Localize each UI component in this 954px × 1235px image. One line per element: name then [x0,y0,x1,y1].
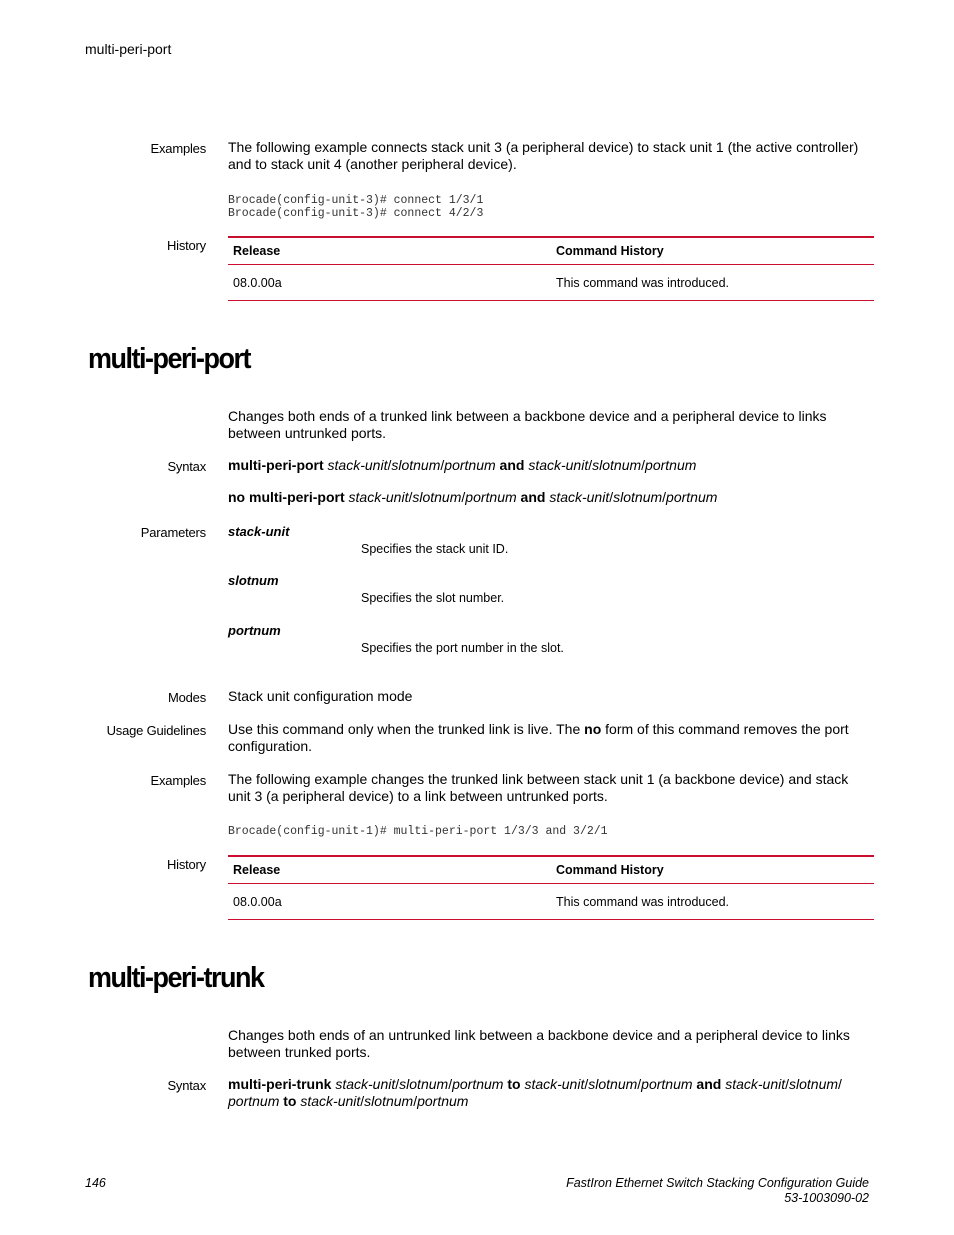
syntax-keyword: to [507,1076,521,1092]
syntax-line: multi-peri-port stack-unit/slotnum/portnum and stack-unit/slotnum/portnum [228,457,697,473]
parameter-name: portnum [228,623,281,638]
syntax-keyword: and [499,457,525,473]
code-line: Brocade(config-unit-3)# connect 4/2/3 [228,206,484,220]
syntax-param: portnum [444,457,496,473]
syntax-param: slotnum [412,489,462,505]
parameter-name: stack-unit [228,524,290,539]
syntax-param: slotnum [789,1076,839,1092]
code-block: Brocade(config-unit-1)# multi-peri-port 1/3/3 and 3/2/1 [228,825,608,838]
syntax-keyword: and [696,1076,722,1092]
examples-label: Examples [150,773,206,788]
parameter-description: Specifies the port number in the slot. [361,641,564,655]
doc-number: 53-1003090-02 [784,1191,869,1205]
code-block [228,195,483,220]
history-table [228,855,874,920]
column-header-release: Release [228,856,551,884]
section-title-multi-peri-trunk: multi-peri-trunk [88,962,264,994]
section-title-multi-peri-port: multi-peri-port [88,343,250,375]
syntax-param: stack-unit [335,1076,396,1092]
examples-text: The following example changes the trunked link between stack unit 1 (a backbone device) and stack unit 3 (a peripheral device) to a link between untrunked ports. [228,771,849,804]
page-number: 146 [85,1176,106,1190]
running-header: multi-peri-port [85,41,172,57]
description-text: Changes both ends of an untrunked link between a backbone device and a peripheral device to links between trunked ports. [228,1027,850,1060]
usage-guidelines-text [228,721,868,755]
syntax-label: Syntax [167,459,206,474]
code-line: Brocade(config-unit-3)# connect 1/3/1 [228,194,484,207]
syntax-param: portnum [666,489,718,505]
syntax-param: slotnum [592,457,642,473]
usage-text: Use this command only when the trunked link is live. The [228,721,585,737]
parameter-description: Specifies the stack unit ID. [361,542,509,556]
usage-keyword: no [584,721,602,737]
footer-info [566,1176,869,1206]
syntax-param: portnum [417,1093,469,1109]
description-text: Changes both ends of a trunked link between a backbone device and a peripheral device to links between untrunked ports. [228,408,827,441]
syntax-param: stack-unit [528,457,589,473]
guide-title: FastIron Ethernet Switch Stacking Configuration Guide [566,1176,869,1190]
usage-guidelines-label: Usage Guidelines [106,723,206,738]
syntax-param: slotnum [613,489,663,505]
syntax-command: no multi-peri-port [228,489,345,505]
syntax-param: slotnum [364,1093,414,1109]
syntax-param: stack-unit [300,1093,361,1109]
parameters-label: Parameters [140,525,206,540]
history-cell: This command was introduced. [551,265,874,301]
examples-text: The following example connects stack unit 3 (a peripheral device) to stack unit 1 (the active controller) and to stack unit 4 (another peripheral device). [228,139,859,172]
table-row [228,884,874,920]
syntax-no-line: no multi-peri-port stack-unit/slotnum/portnum and stack-unit/slotnum/portnum [228,489,718,505]
syntax-label: Syntax [167,1078,206,1093]
syntax-param: portnum [452,1076,504,1092]
syntax-param: stack-unit [327,457,388,473]
usage-text: form of this command removes the port configuration. [228,721,849,754]
parameter-name: slotnum [228,573,279,588]
modes-label: Modes [167,690,206,705]
examples-label: Examples [150,141,206,156]
syntax-param: slotnum [391,457,441,473]
syntax-param: portnum [465,489,517,505]
history-cell: This command was introduced. [551,884,874,920]
column-header-command-history: Command History [551,856,874,884]
modes-text: Stack unit configuration mode [228,688,413,704]
column-header-release: Release [228,237,551,265]
syntax-param: slotnum [588,1076,638,1092]
history-label: History [166,238,206,253]
syntax-command: multi-peri-trunk [228,1076,332,1092]
syntax-param: stack-unit [549,489,610,505]
syntax-line: multi-peri-trunk stack-unit/slotnum/portnum to stack-unit/slotnum/portnum and stack-unit/slotnum/ portnum to stack-unit/slotnum/portnum [228,1076,842,1109]
syntax-keyword: and [520,489,546,505]
release-cell: 08.0.00a [228,265,551,301]
syntax-param: stack-unit [725,1076,786,1092]
syntax-param: stack-unit [348,489,409,505]
syntax-param: stack-unit [524,1076,585,1092]
release-cell: 08.0.00a [228,884,551,920]
syntax-param: portnum [228,1093,280,1109]
syntax-param: portnum [641,1076,693,1092]
column-header-command-history: Command History [551,237,874,265]
syntax-param: slotnum [399,1076,449,1092]
parameter-description: Specifies the slot number. [361,591,505,605]
history-table [228,236,874,301]
syntax-keyword: to [283,1093,297,1109]
history-label: History [166,857,206,872]
syntax-param: portnum [645,457,697,473]
syntax-command: multi-peri-port [228,457,324,473]
table-row [228,265,874,301]
